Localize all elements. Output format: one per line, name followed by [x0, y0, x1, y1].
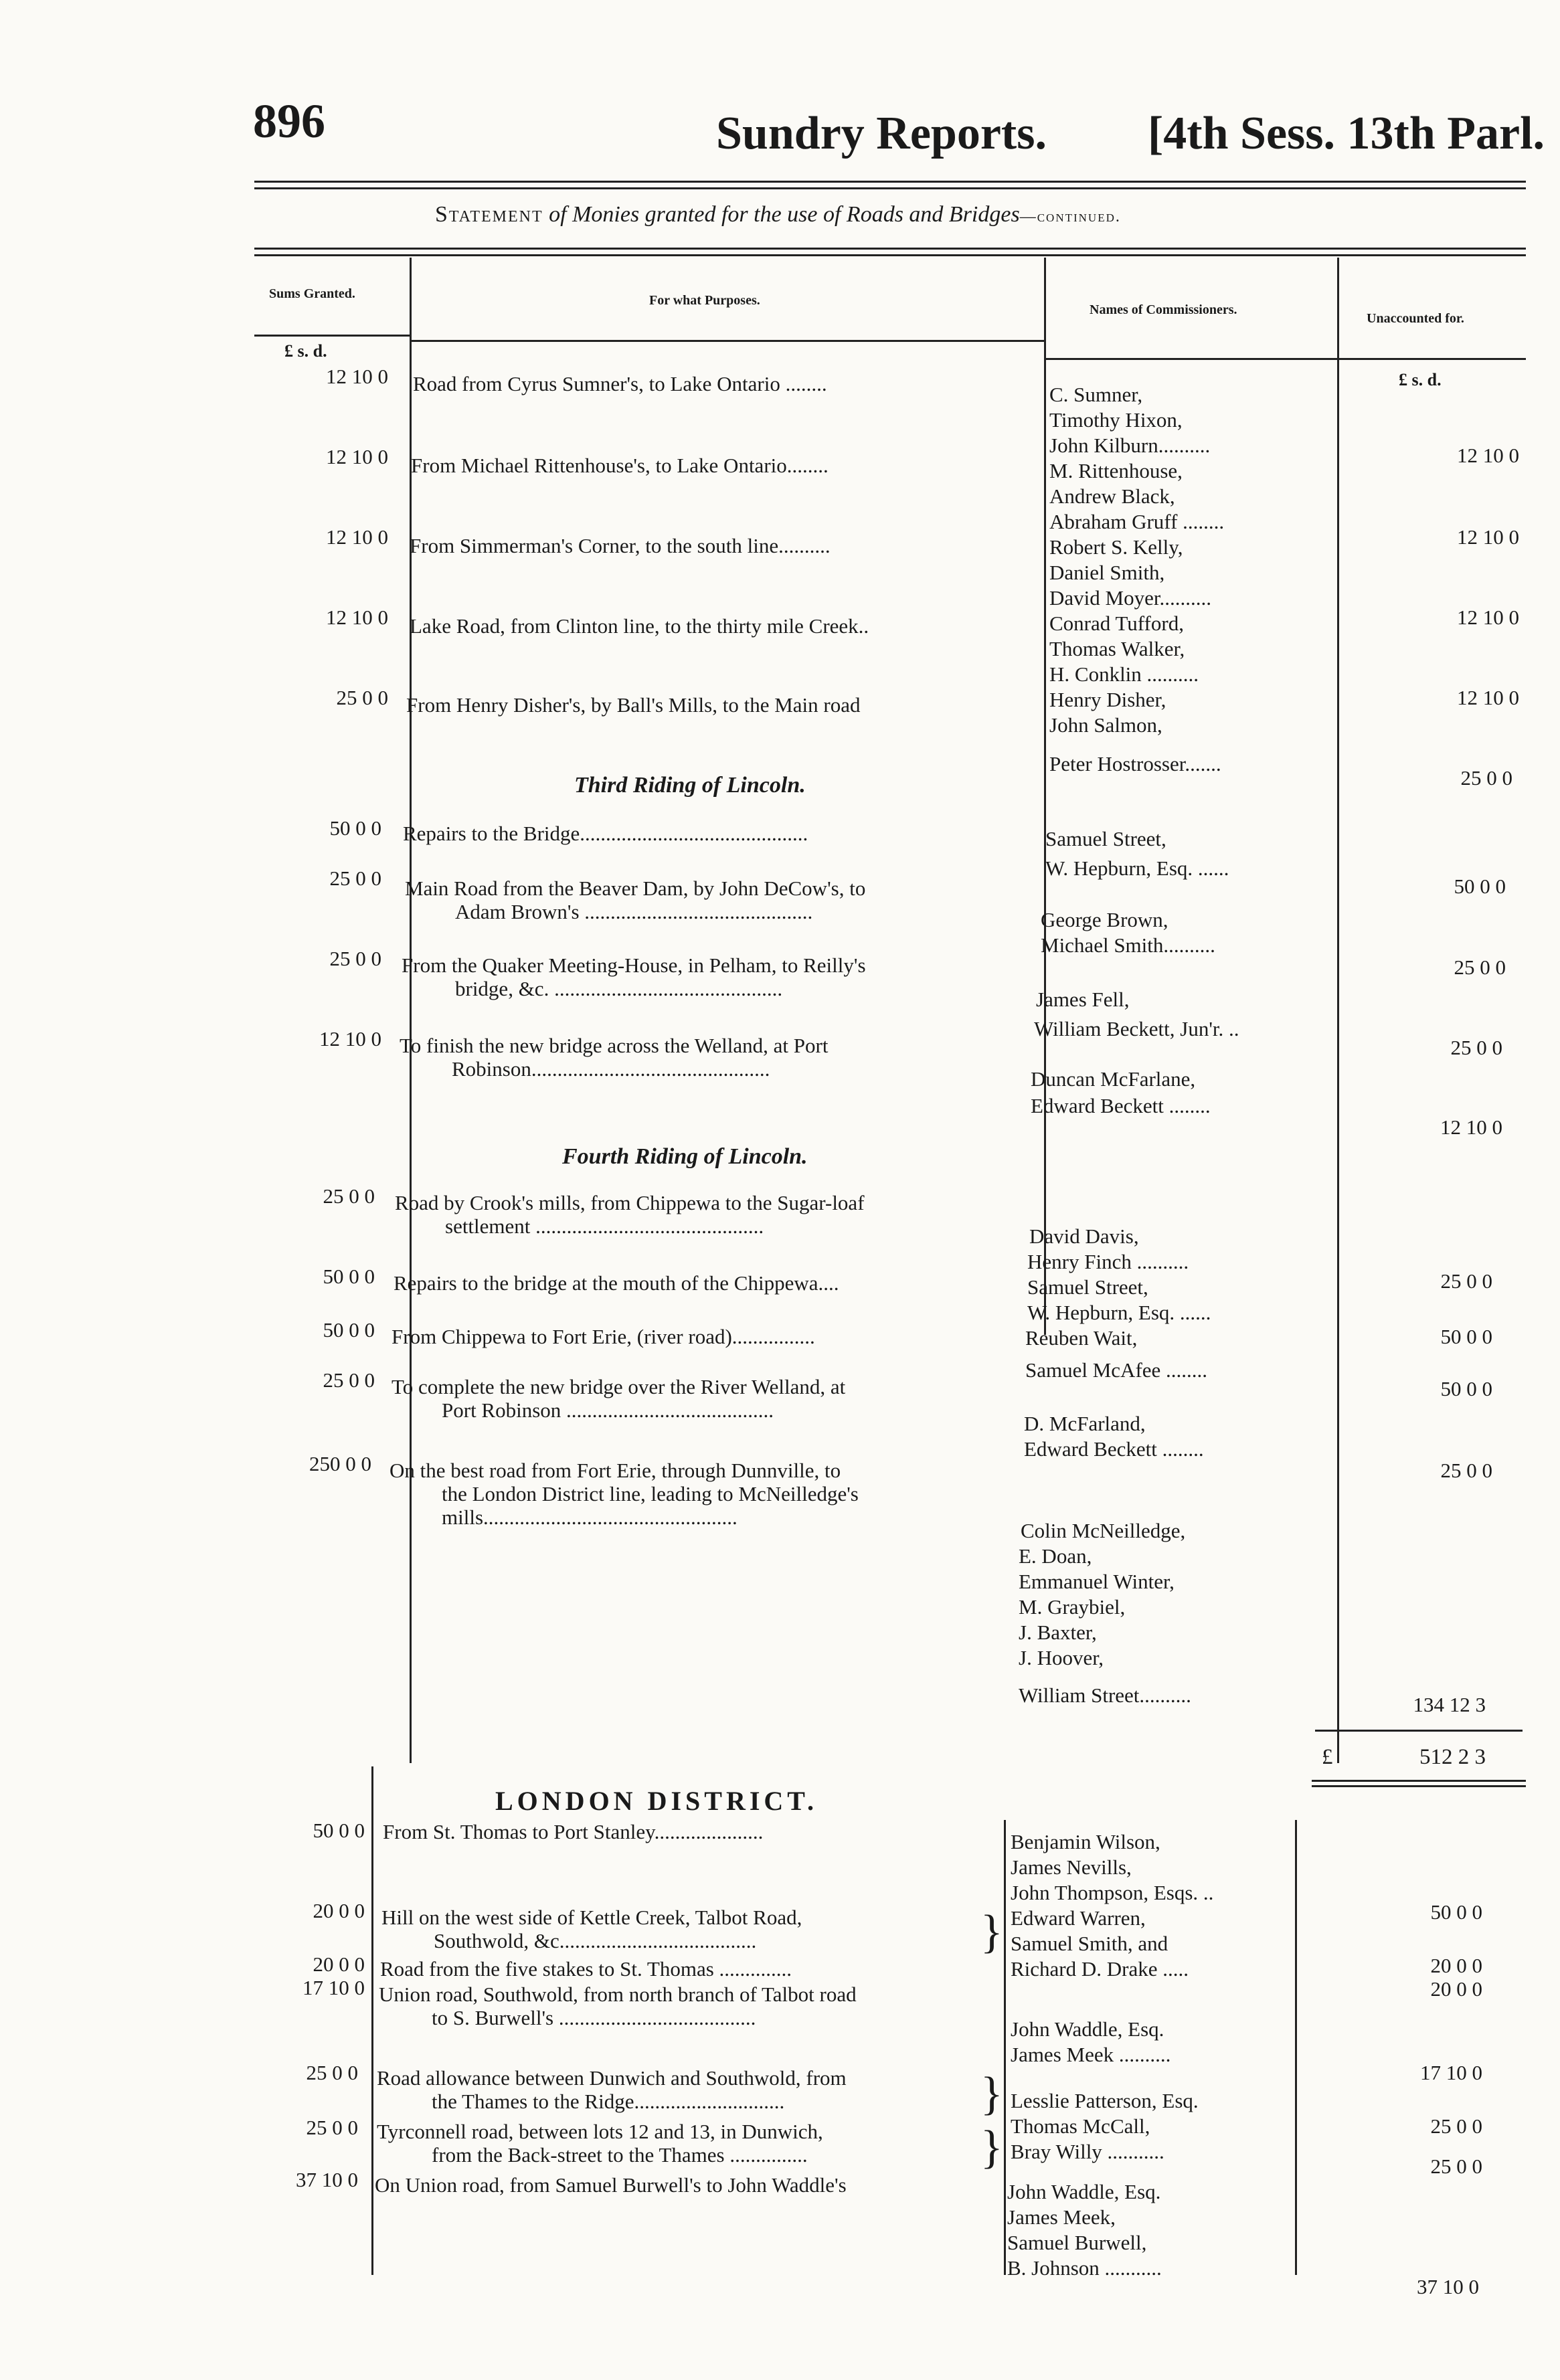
table-row-purpose: On the best road from Fort Erie, through Dunnville, to: [389, 1459, 841, 1482]
commissioner-name: James Fell,: [1036, 988, 1130, 1011]
table-row-purpose-cont: the London District line, leading to McNeilledge's: [442, 1482, 859, 1505]
london-row-purpose: On Union road, from Samuel Burwell's to John Waddle's: [375, 2173, 847, 2197]
table-row-purpose: Main Road from the Beaver Dam, by John DeCow's, to: [405, 877, 866, 900]
commissioner-name: John Salmon,: [1049, 713, 1162, 737]
london-commissioner: B. Johnson ...........: [1007, 2256, 1162, 2280]
unaccounted-value: 12 10 0: [1440, 1115, 1502, 1139]
col-unaccounted: Unaccounted for.: [1367, 311, 1464, 326]
table-row-purpose: Road from Cyrus Sumner's, to Lake Ontario ........: [413, 372, 827, 395]
table-row-purpose-cont: Port Robinson ........................................: [442, 1398, 774, 1422]
london-unaccounted: 25 0 0: [1430, 2114, 1482, 2138]
london-commissioner: Samuel Burwell,: [1007, 2231, 1147, 2254]
bracket-glyph: }: [980, 1906, 1003, 1958]
commissioner-name: David Moyer..........: [1049, 586, 1211, 610]
col-commissioners: Names of Commissioners.: [1090, 302, 1237, 317]
commissioner-name: M. Rittenhouse,: [1049, 459, 1183, 482]
col-purposes: For what Purposes.: [649, 293, 760, 308]
header-rule: [254, 248, 1526, 250]
london-commissioner: John Waddle, Esq.: [1011, 2017, 1164, 2041]
table-row-purpose-cont: mills.................................................: [442, 1505, 738, 1529]
london-row-purpose-cont: from the Back-street to the Thames ...............: [432, 2143, 808, 2167]
commissioner-name: J. Baxter,: [1019, 1621, 1097, 1644]
london-row-purpose: Road allowance between Dunwich and Southwold, from: [377, 2066, 847, 2090]
unaccounted-value: 12 10 0: [1457, 444, 1519, 467]
table-row-purpose: From Michael Rittenhouse's, to Lake Ontario........: [411, 454, 829, 477]
london-row-purpose: From St. Thomas to Port Stanley.....................: [383, 1820, 764, 1843]
london-commissioner: Lesslie Patterson, Esq.: [1011, 2089, 1199, 2112]
commissioner-name: Timothy Hixon,: [1049, 408, 1183, 432]
total-currency: £: [1322, 1745, 1333, 1769]
commissioner-name: John Kilburn..........: [1049, 434, 1211, 457]
commissioner-name: Emmanuel Winter,: [1019, 1570, 1175, 1593]
commissioner-name: William Street..........: [1019, 1683, 1191, 1707]
commissioner-name: Samuel Street,: [1027, 1275, 1148, 1299]
commissioner-name: Conrad Tufford,: [1049, 612, 1184, 635]
unaccounted-value: 25 0 0: [1454, 955, 1506, 979]
london-commissioner: James Meek,: [1007, 2205, 1116, 2229]
table-row-purpose: Repairs to the Bridge............................................: [403, 822, 808, 845]
commissioner-name: Duncan McFarlane,: [1031, 1067, 1196, 1091]
table-row-amount: 12 10 0: [326, 365, 388, 388]
london-unaccounted: 20 0 0: [1430, 1977, 1482, 2001]
london-commissioner: Bray Willy ...........: [1011, 2140, 1164, 2163]
header-rule-2: [254, 254, 1526, 256]
table-row-purpose: To complete the new bridge over the River Welland, at: [392, 1375, 846, 1398]
commissioner-name: George Brown,: [1041, 908, 1168, 931]
heading-underline-3: [1044, 358, 1526, 360]
london-unaccounted: 25 0 0: [1430, 2155, 1482, 2178]
commissioner-name: H. Conklin ..........: [1049, 662, 1199, 686]
london-commissioner: John Thompson, Esqs. ..: [1011, 1881, 1214, 1904]
london-unaccounted: 17 10 0: [1420, 2061, 1482, 2084]
commissioner-name: C. Sumner,: [1049, 383, 1143, 406]
commissioner-name: W. Hepburn, Esq. ......: [1045, 856, 1229, 880]
commissioner-name: Edward Beckett ........: [1031, 1094, 1211, 1117]
commissioner-name: William Beckett, Jun'r. ..: [1034, 1017, 1239, 1040]
commissioner-name: Samuel McAfee ........: [1025, 1358, 1208, 1382]
table-row-amount: 250 0 0: [309, 1452, 371, 1475]
london-row-amount: 25 0 0: [306, 2116, 358, 2139]
total-rule-2: [1312, 1780, 1526, 1782]
section-third-riding: Third Riding of Lincoln.: [574, 773, 806, 798]
bracket-glyph: }: [980, 2068, 1003, 2120]
section-london-district: LONDON DISTRICT.: [495, 1786, 818, 1816]
units-right: £ s. d.: [1399, 370, 1442, 389]
table-row-amount: 12 10 0: [326, 606, 388, 629]
page-number: 896: [253, 94, 325, 148]
table-row-amount: 25 0 0: [336, 686, 388, 709]
table-row-purpose-cont: bridge, &c. ............................................: [455, 977, 783, 1000]
unaccounted-value: 25 0 0: [1450, 1036, 1502, 1059]
table-row-purpose-cont: Adam Brown's ............................................: [455, 900, 813, 923]
statement-title: [435, 202, 1121, 227]
london-row-purpose: Hill on the west side of Kettle Creek, Talbot Road,: [381, 1906, 802, 1929]
table-row-amount: 50 0 0: [329, 816, 381, 840]
london-commissioner: James Meek ..........: [1011, 2043, 1171, 2066]
commissioner-name: W. Hepburn, Esq. ......: [1027, 1301, 1211, 1324]
unaccounted-value: 50 0 0: [1440, 1377, 1492, 1400]
col-divider-london-1: [371, 1766, 373, 2275]
table-row-amount: 25 0 0: [329, 947, 381, 970]
table-row-purpose: Road by Crook's mills, from Chippewa to the Sugar-loaf: [395, 1191, 865, 1214]
table-row-amount: 12 10 0: [326, 445, 388, 468]
london-row-amount: 17 10 0: [302, 1976, 365, 1999]
commissioner-name: Michael Smith..........: [1041, 933, 1215, 957]
london-row-amount: 20 0 0: [313, 1952, 365, 1976]
table-row-amount: 12 10 0: [319, 1027, 381, 1050]
london-commissioner: Benjamin Wilson,: [1011, 1830, 1160, 1853]
commissioner-name: Colin McNeilledge,: [1021, 1519, 1186, 1542]
commissioner-name: Thomas Walker,: [1049, 637, 1185, 660]
london-row-purpose: Road from the five stakes to St. Thomas ..............: [380, 1957, 792, 1981]
london-commissioner: James Nevills,: [1011, 1855, 1132, 1879]
bracket-glyph: }: [980, 2122, 1003, 2173]
commissioner-name: M. Graybiel,: [1019, 1595, 1126, 1619]
top-rule-2: [254, 187, 1526, 189]
total-value: 512 2 3: [1419, 1745, 1486, 1769]
col-divider-1: [410, 258, 412, 1763]
total-rule: [1315, 1730, 1523, 1732]
london-unaccounted: 37 10 0: [1417, 2275, 1479, 2298]
london-commissioner: Thomas McCall,: [1011, 2114, 1150, 2138]
table-row-amount: 50 0 0: [323, 1265, 375, 1288]
unaccounted-value: 134 12 3: [1413, 1693, 1486, 1716]
table-row-purpose: To finish the new bridge across the Welland, at Port: [400, 1034, 829, 1057]
table-row-purpose-cont: Robinson..............................................: [452, 1057, 770, 1081]
unaccounted-value: 25 0 0: [1440, 1269, 1492, 1293]
commissioner-name: Abraham Gruff ........: [1049, 510, 1225, 533]
commissioner-name: Henry Disher,: [1049, 688, 1166, 711]
commissioner-name: Edward Beckett ........: [1024, 1437, 1204, 1461]
table-row-purpose: From Chippewa to Fort Erie, (river road)................: [392, 1325, 815, 1348]
london-commissioner: Edward Warren,: [1011, 1906, 1146, 1930]
table-row-amount: 25 0 0: [323, 1368, 375, 1392]
table-row-amount: 25 0 0: [323, 1184, 375, 1208]
london-commissioner: Samuel Smith, and: [1011, 1932, 1168, 1955]
london-row-purpose: Tyrconnell road, between lots 12 and 13, in Dunwich,: [377, 2120, 823, 2143]
london-unaccounted: 20 0 0: [1430, 1954, 1482, 1977]
london-row-amount: 50 0 0: [313, 1819, 365, 1842]
heading-underline-1: [254, 335, 412, 337]
commissioner-name: Daniel Smith,: [1049, 561, 1165, 584]
unaccounted-value: 50 0 0: [1454, 875, 1506, 898]
london-commissioner: John Waddle, Esq.: [1007, 2180, 1161, 2203]
unaccounted-value: 50 0 0: [1440, 1325, 1492, 1348]
unaccounted-value: 25 0 0: [1440, 1459, 1492, 1482]
col-divider-london-2: [1004, 1820, 1006, 2275]
commissioner-name: Peter Hostrosser.......: [1049, 752, 1221, 775]
table-row-purpose: From Henry Disher's, by Ball's Mills, to the Main road: [406, 693, 861, 717]
london-row-purpose: Union road, Southwold, from north branch of Talbot road: [379, 1983, 857, 2006]
table-row-amount: 12 10 0: [326, 525, 388, 549]
table-row-purpose: From the Quaker Meeting-House, in Pelham, to Reilly's: [402, 953, 866, 977]
units-left: £ s. d.: [284, 341, 327, 361]
commissioner-name: Reuben Wait,: [1025, 1326, 1138, 1350]
commissioner-name: J. Hoover,: [1019, 1646, 1104, 1669]
commissioner-name: Andrew Black,: [1049, 484, 1175, 508]
statement-suffix: —continued.: [1019, 208, 1121, 225]
table-row-purpose: Lake Road, from Clinton line, to the thirty mile Creek..: [410, 614, 869, 638]
london-row-amount: 25 0 0: [306, 2061, 358, 2084]
col-divider-2: [1044, 258, 1046, 1335]
commissioner-name: E. Doan,: [1019, 1544, 1092, 1568]
london-row-purpose-cont: Southwold, &c......................................: [434, 1929, 757, 1952]
london-unaccounted: 50 0 0: [1430, 1900, 1482, 1924]
statement-rest: of Monies granted for the use of Roads and Bridges: [549, 202, 1020, 227]
commissioner-name: Henry Finch ..........: [1027, 1250, 1189, 1273]
top-rule: [254, 181, 1526, 183]
running-title: Sundry Reports.: [716, 108, 1047, 159]
unaccounted-value: 12 10 0: [1457, 686, 1519, 709]
unaccounted-value: 12 10 0: [1457, 525, 1519, 549]
table-row-purpose-cont: settlement ............................................: [445, 1214, 764, 1238]
total-rule-3: [1312, 1785, 1526, 1787]
london-row-purpose-cont: to S. Burwell's ......................................: [432, 2006, 756, 2029]
london-row-amount: 37 10 0: [296, 2168, 358, 2191]
statement-word: Statement: [435, 202, 543, 227]
col-sums-granted: Sums Granted.: [269, 286, 355, 301]
table-row-purpose: Repairs to the bridge at the mouth of the Chippewa....: [394, 1271, 839, 1295]
col-divider-3: [1337, 258, 1339, 1763]
commissioner-name: David Davis,: [1029, 1224, 1139, 1248]
table-row-amount: 50 0 0: [323, 1318, 375, 1342]
table-row-purpose: From Simmerman's Corner, to the south line..........: [410, 534, 831, 557]
col-divider-london-3: [1295, 1820, 1297, 2275]
section-fourth-riding: Fourth Riding of Lincoln.: [562, 1144, 808, 1169]
unaccounted-value: 12 10 0: [1457, 606, 1519, 629]
session-label: [4th Sess. 13th Parl.: [1148, 108, 1545, 159]
commissioner-name: Samuel Street,: [1045, 827, 1166, 850]
london-row-amount: 20 0 0: [313, 1899, 365, 1922]
table-row-amount: 25 0 0: [329, 866, 381, 890]
london-row-purpose-cont: the Thames to the Ridge.............................: [432, 2090, 785, 2113]
unaccounted-value: 25 0 0: [1460, 766, 1512, 790]
commissioner-name: Robert S. Kelly,: [1049, 535, 1183, 559]
london-commissioner: Richard D. Drake .....: [1011, 1957, 1189, 1981]
commissioner-name: D. McFarland,: [1024, 1412, 1146, 1435]
heading-underline-2: [412, 340, 1044, 342]
